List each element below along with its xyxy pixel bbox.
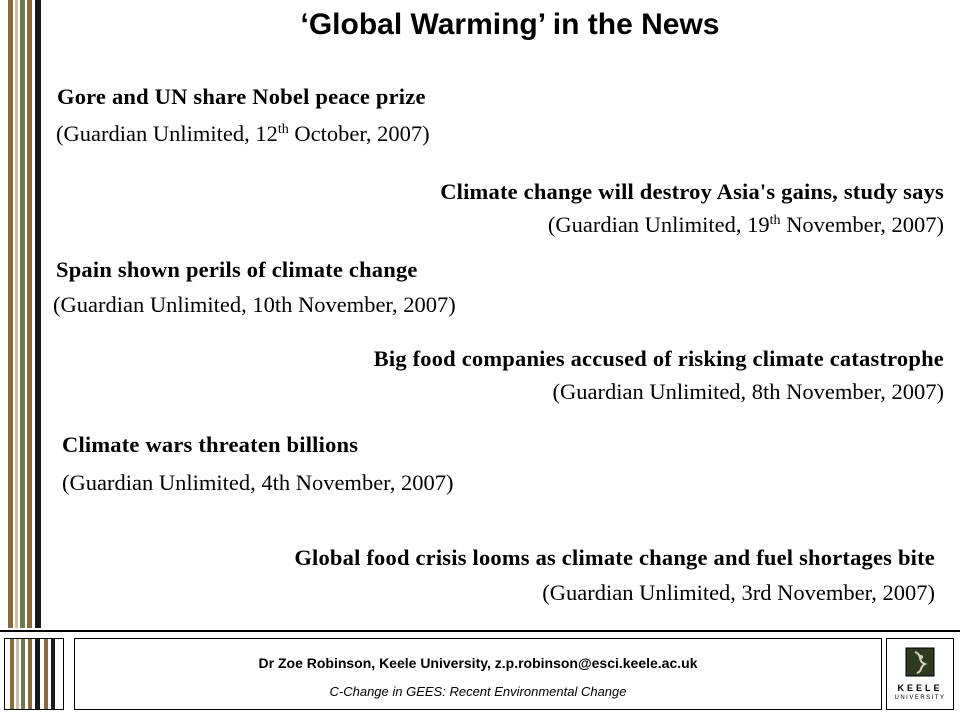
headline-food-companies: Big food companies accused of risking climate catastrophe: [373, 346, 944, 371]
keele-seal-icon: [905, 647, 935, 677]
footer-divider: [0, 630, 960, 632]
headline-spain: Spain shown perils of climate change: [56, 257, 418, 282]
footer-author: Dr Zoe Robinson, Keele University, z.p.robinson@esci.keele.ac.uk: [258, 655, 698, 671]
page-title: ‘Global Warming’ in the News: [300, 8, 720, 41]
footer-course: C-Change in GEES: Recent Environmental Change: [329, 684, 627, 699]
source-climate-wars: (Guardian Unlimited, 4th November, 2007): [62, 470, 454, 495]
footer-box: [74, 638, 882, 710]
source-asia: (Guardian Unlimited, 19th November, 2007): [547, 212, 944, 237]
logo-university-text: UNIVERSITY: [894, 695, 946, 701]
footer-stripe-box: [4, 638, 64, 710]
headline-climate-wars: Climate wars threaten billions: [62, 432, 359, 457]
headline-gore: Gore and UN share Nobel peace prize: [57, 84, 426, 109]
source-food-crisis: (Guardian Unlimited, 3rd November, 2007): [542, 580, 935, 605]
headline-asia: Climate change will destroy Asia's gains, study says: [440, 179, 944, 204]
logo-keele-text: KEELE: [897, 683, 943, 693]
headline-food-crisis: Global food crisis looms as climate change and fuel shortages bite: [294, 545, 935, 570]
keele-logo: [886, 638, 954, 710]
source-food-companies: (Guardian Unlimited, 8th November, 2007): [552, 379, 944, 404]
source-gore: (Guardian Unlimited, 12th October, 2007): [56, 121, 430, 146]
source-spain: (Guardian Unlimited, 10th November, 2007): [53, 292, 456, 317]
